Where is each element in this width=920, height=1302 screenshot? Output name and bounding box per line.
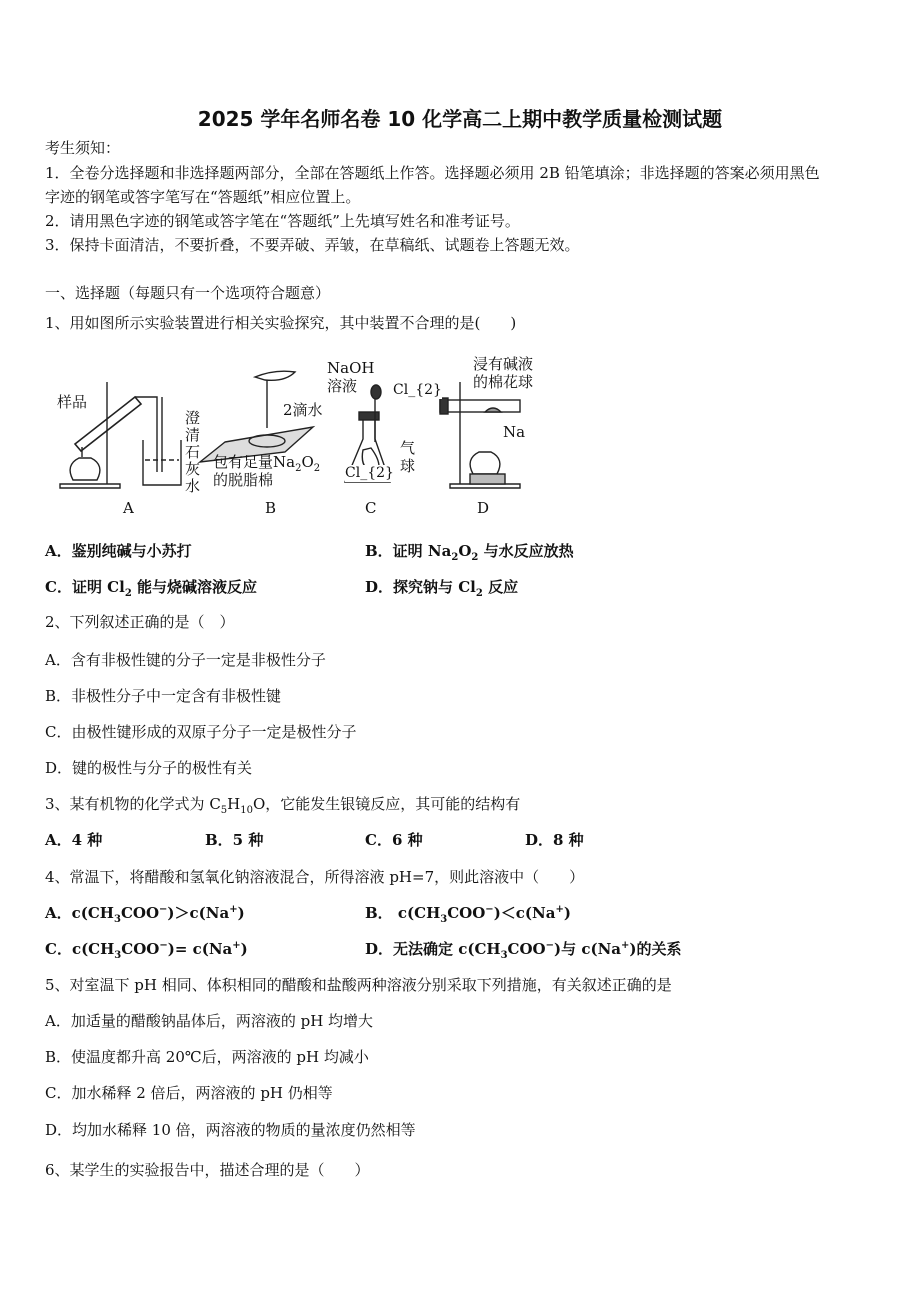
notice-line: 字迹的钢笔或答字笔写在“答题纸”相应位置上。: [45, 188, 361, 206]
question-5-stem: 5、对室温下 pH 相同、体积相同的醋酸和盐酸两种溶液分别采取下列措施，有关叙述正确的是: [45, 976, 672, 994]
label-cotton: 的脱脂棉: [213, 471, 274, 489]
option: C．证明 $Cl_2$ 能与烧碱溶液反应: [45, 578, 258, 599]
page-title: 2025 学年名师名卷 10 化学高二上期中教学质量检测试题: [197, 107, 723, 131]
label-limewater: 清: [185, 426, 201, 444]
option: B． $c(CH_3COO^-)<c(Na^+)$: [365, 904, 571, 925]
apparatus-figure: [45, 352, 534, 522]
option: B．非极性分子中一定含有非极性键: [45, 687, 282, 705]
option: C．加水稀释 2 倍后，两溶液的 pH 仍相等: [45, 1084, 333, 1102]
option: D．均加水稀释 10 倍，两溶液的物质的量浓度仍然相等: [45, 1121, 416, 1139]
option: B．5 种: [205, 831, 264, 849]
label-balloon: 球: [400, 457, 416, 475]
section-heading: 一、选择题（每题只有一个选项符合题意）: [45, 284, 331, 302]
apparatus-drawing: [45, 352, 525, 522]
question-2-stem: 2、下列叙述正确的是（ ）: [45, 613, 235, 631]
label-na2o2: 包有足量$Na_2O_2$: [213, 453, 321, 474]
option: D．探究钠与 $Cl_2$ 反应: [365, 578, 519, 599]
notice-line: 3．保持卡面清洁，不要折叠，不要弄破、弄皱，在草稿纸、试题卷上答题无效。: [45, 236, 580, 254]
caption-b: B: [265, 499, 277, 517]
label-limewater: 石: [185, 443, 201, 461]
label-sample: 样品: [57, 393, 88, 411]
label-water: 2滴水: [283, 401, 323, 419]
option: A．加适量的醋酸钠晶体后，两溶液的 pH 均增大: [45, 1012, 374, 1030]
label-balloon: 气: [400, 439, 416, 457]
label-limewater: 水: [185, 477, 201, 495]
caption-a: A: [123, 499, 134, 517]
question-1-stem: 1、用如图所示实验装置进行相关实验探究，其中装置不合理的是( ): [45, 314, 517, 332]
notice-line: 2．请用黑色字迹的钢笔或答字笔在“答题纸”上先填写姓名和准考证号。: [45, 212, 520, 230]
option: A．$c(CH_3COO^-)>c(Na^+)$: [45, 904, 245, 925]
label-naoh: NaOH: [327, 359, 375, 377]
label-limewater: 灰: [185, 460, 201, 478]
caption-d: D: [477, 499, 490, 517]
label-limewater: 澄: [185, 409, 201, 427]
option: D．无法确定 $c(CH_3COO^-)$与 c(Na+)的关系: [365, 940, 682, 961]
label-na: Na: [503, 423, 526, 441]
option: A．4 种: [45, 831, 103, 849]
option: A．含有非极性键的分子一定是非极性分子: [45, 651, 326, 669]
label-cl2-flask: Cl_{2}: [345, 465, 394, 481]
notice-heading: 考生须知：: [45, 139, 121, 157]
label-cotton-ball: 的棉花球: [473, 373, 534, 391]
option: C．由极性键形成的双原子分子一定是极性分子: [45, 723, 357, 741]
option: A．鉴别纯碱与小苏打: [45, 542, 192, 560]
option: C．6 种: [365, 831, 423, 849]
option: C．$c(CH_3COO^-)= c(Na^+)$: [45, 940, 248, 961]
label-solution: 溶液: [327, 377, 358, 395]
question-3-stem: 3、某有机物的化学式为 $C_5H_{10}O$，它能发生银镜反应，其可能的结构有: [45, 795, 521, 816]
question-4-stem: 4、常温下，将醋酸和氢氧化钠溶液混合，所得溶液 pH=7，则此溶液中（ ）: [45, 868, 585, 886]
label-cl2-tube: Cl_{2}: [393, 382, 442, 398]
option: B．证明 $Na_2O_2$ 与水反应放热: [365, 542, 574, 563]
notice-line: 1．全卷分选择题和非选择题两部分，全部在答题纸上作答。选择题必须用 2B 铅笔填涂；非选择题的答案必须用黑色: [45, 164, 820, 182]
caption-c: C: [365, 499, 377, 517]
option: B．使温度都升高 20℃后，两溶液的 pH 均减小: [45, 1048, 369, 1066]
option: D．8 种: [525, 831, 584, 849]
label-cotton-ball: 浸有碱液: [473, 355, 534, 373]
option: D．键的极性与分子的极性有关: [45, 759, 253, 777]
question-6-stem: 6、某学生的实验报告中，描述合理的是（ ）: [45, 1161, 370, 1179]
